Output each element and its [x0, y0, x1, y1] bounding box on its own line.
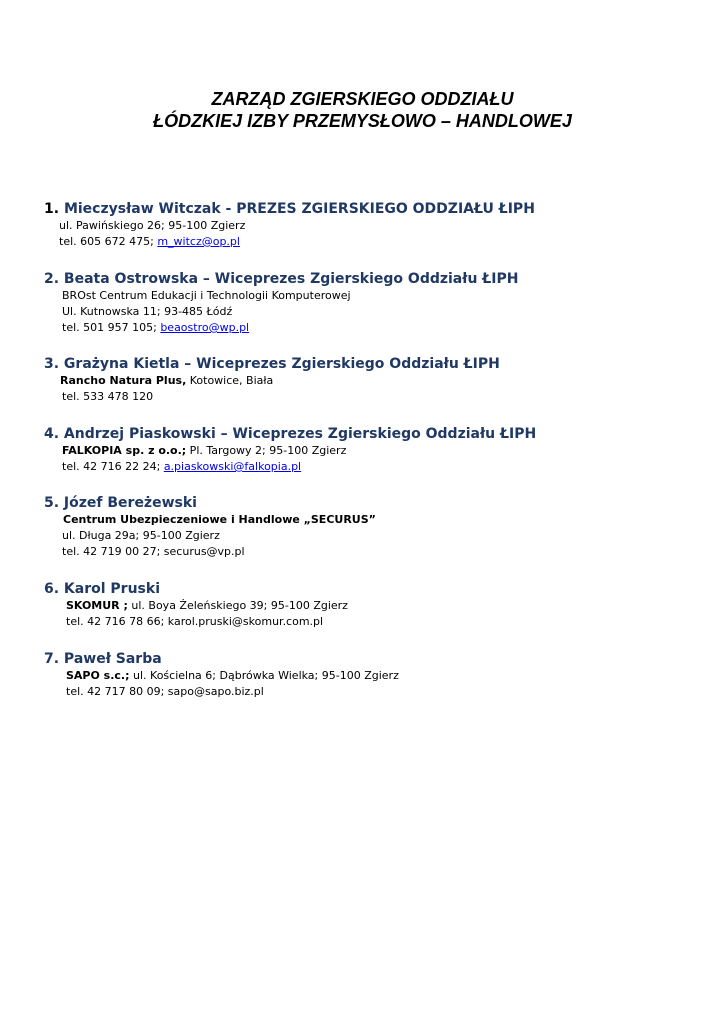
- organization-address: ul. Kościelna 6; Dąbrówka Wielka; 95-100 Zgierz: [129, 669, 399, 682]
- member-email-link[interactable]: m_witcz@op.pl: [157, 235, 240, 248]
- member-heading: 4. Andrzej Piaskowski – Wiceprezes Zgierskiego Oddziału ŁIPH: [44, 426, 537, 442]
- board-member-4: [44, 425, 684, 475]
- organization-location: Kotowice, Biała: [186, 374, 274, 387]
- member-organization: [44, 443, 684, 459]
- member-organization: [44, 512, 684, 528]
- member-heading: 6. Karol Pruski: [44, 581, 160, 597]
- organization-name: FALKOPIA sp. z o.o.;: [62, 444, 187, 457]
- member-email-link[interactable]: beaostro@wp.pl: [160, 321, 250, 334]
- member-number: 1.: [44, 201, 60, 217]
- title-line-2: ŁÓDZKIEJ IZBY PRZEMYSŁOWO – HANDLOWEJ: [153, 111, 572, 131]
- board-member-1: [44, 200, 684, 250]
- member-contact: [44, 459, 684, 475]
- document-title: [0, 88, 725, 132]
- member-address: ul. Długa 29a; 95-100 Zgierz: [62, 529, 220, 542]
- board-member-6: [44, 580, 684, 630]
- board-member-2: [44, 270, 684, 336]
- member-heading: 7. Paweł Sarba: [44, 651, 162, 667]
- member-heading: 5. Józef Bereżewski: [44, 495, 197, 511]
- board-member-5: [44, 494, 684, 560]
- member-heading: [44, 200, 684, 218]
- member-phone: tel. 501 957 105;: [62, 321, 161, 334]
- board-member-7: [44, 650, 684, 700]
- organization-name: SKOMUR ;: [66, 599, 128, 612]
- organization-name: SAPO s.c.;: [66, 669, 130, 682]
- member-organization: [44, 598, 684, 614]
- member-organization: BROst Centrum Edukacji i Technologii Komputerowej: [62, 289, 351, 302]
- title-line-1: ZARZĄD ZGIERSKIEGO ODDZIAŁU: [211, 89, 514, 109]
- member-heading: 3. Grażyna Kietla – Wiceprezes Zgierskiego Oddziału ŁIPH: [44, 356, 500, 372]
- board-member-3: [44, 355, 684, 405]
- member-email-link[interactable]: a.piaskowski@falkopia.pl: [163, 460, 302, 473]
- member-phone: tel. 605 672 475;: [59, 235, 158, 248]
- member-phone: tel. 533 478 120: [62, 390, 154, 403]
- member-contact: [44, 234, 684, 250]
- member-contact: tel. 42 716 78 66; karol.pruski@skomur.com.pl: [66, 615, 324, 628]
- organization-address: Pl. Targowy 2; 95-100 Zgierz: [186, 444, 347, 457]
- organization-address: ul. Boya Żeleńskiego 39; 95-100 Zgierz: [127, 599, 348, 612]
- organization-name: Centrum Ubezpieczeniowe i Handlowe „SECURUS”: [63, 513, 376, 526]
- member-contact: [44, 320, 684, 336]
- member-heading: 2. Beata Ostrowska – Wiceprezes Zgierskiego Oddziału ŁIPH: [44, 271, 519, 287]
- organization-name: Rancho Natura Plus,: [60, 374, 187, 387]
- member-address: ul. Pawińskiego 26; 95-100 Zgierz: [59, 219, 246, 232]
- member-organization: [44, 373, 684, 389]
- member-contact: tel. 42 717 80 09; sapo@sapo.biz.pl: [66, 685, 264, 698]
- member-name: Mieczysław Witczak - PREZES ZGIERSKIEGO ODDZIAŁU ŁIPH: [63, 201, 535, 217]
- member-phone: tel. 42 716 22 24;: [62, 460, 164, 473]
- member-contact: tel. 42 719 00 27; securus@vp.pl: [62, 545, 245, 558]
- member-organization: [44, 668, 684, 684]
- member-address: Ul. Kutnowska 11; 93-485 Łódź: [62, 305, 233, 318]
